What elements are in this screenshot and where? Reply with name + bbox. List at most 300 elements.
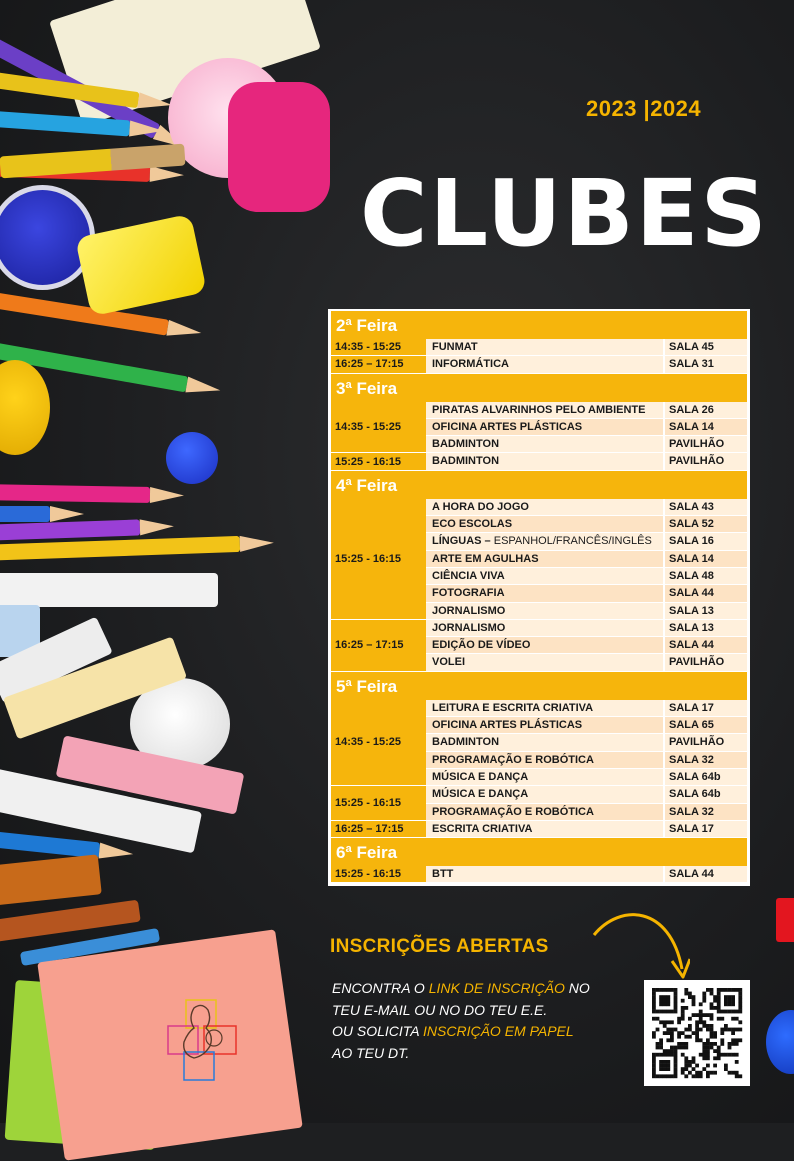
qr-module — [717, 992, 721, 996]
qr-module — [670, 1053, 674, 1057]
qr-module — [710, 988, 714, 992]
qr-module — [710, 1031, 714, 1035]
blue-paint-jar — [0, 185, 95, 290]
qr-module — [684, 1067, 688, 1071]
qr-module — [656, 1042, 660, 1046]
qr-module — [738, 1006, 742, 1010]
qr-module — [688, 1024, 692, 1028]
club-name — [426, 453, 663, 469]
qr-module — [717, 1006, 721, 1010]
club-name — [426, 516, 663, 532]
qr-module — [684, 1064, 688, 1068]
qr-module — [681, 999, 685, 1003]
qr-module — [659, 988, 663, 992]
qr-module — [702, 1053, 706, 1057]
room-name: SALA 44 — [663, 637, 747, 653]
qr-module — [656, 1046, 660, 1050]
qr-module — [692, 1074, 696, 1078]
table-row — [426, 436, 747, 453]
qr-module — [666, 1067, 670, 1071]
qr-module — [702, 1024, 706, 1028]
qr-module — [666, 995, 670, 999]
room-name: SALA 14 — [663, 551, 747, 567]
qr-module — [659, 1010, 663, 1014]
qr-module — [713, 1006, 717, 1010]
qr-module — [731, 1028, 735, 1032]
day-header: 3ª Feira — [331, 374, 747, 402]
club-name — [426, 419, 663, 435]
qr-module — [688, 1060, 692, 1064]
qr-module — [663, 1067, 667, 1071]
qr-module — [674, 1028, 678, 1032]
club-name-text: MÚSICA E DANÇA — [432, 788, 529, 801]
qr-module — [674, 1056, 678, 1060]
club-name — [426, 654, 663, 670]
qr-module — [731, 1017, 735, 1021]
room-name: SALA 17 — [663, 700, 747, 716]
qr-module — [731, 1002, 735, 1006]
qr-module — [706, 988, 710, 992]
qr-module — [717, 1010, 721, 1014]
qr-module — [688, 992, 692, 996]
club-name-text: BTT — [432, 868, 454, 881]
qr-module — [692, 1013, 696, 1017]
table-row — [426, 419, 747, 436]
qr-module — [670, 988, 674, 992]
qr-module — [656, 988, 660, 992]
qr-module — [702, 1056, 706, 1060]
qr-module — [659, 1074, 663, 1078]
qr-module — [674, 1002, 678, 1006]
table-row — [426, 516, 747, 533]
qr-module — [702, 1067, 706, 1071]
qr-module — [659, 1042, 663, 1046]
pencil — [0, 830, 100, 858]
time-slot: 15:25 - 16:15 — [331, 866, 426, 883]
qr-module — [731, 999, 735, 1003]
table-row — [426, 637, 747, 654]
qr-module — [684, 1035, 688, 1039]
qr-module — [735, 1074, 739, 1078]
paper-registration-highlight: INSCRIÇÃO EM PAPEL — [423, 1023, 574, 1039]
qr-module — [728, 1046, 732, 1050]
qr-module — [702, 1013, 706, 1017]
club-name — [426, 356, 663, 372]
qr-module — [728, 1002, 732, 1006]
qr-module — [681, 1017, 685, 1021]
qr-module — [695, 1064, 699, 1068]
room-name: SALA 64b — [663, 769, 747, 785]
pencil — [0, 536, 240, 561]
club-name — [426, 786, 663, 802]
room-name: PAVILHÃO — [663, 453, 747, 469]
qr-module — [674, 1067, 678, 1071]
inscriptions-line-1 — [332, 978, 628, 1000]
qr-module — [670, 1010, 674, 1014]
qr-module — [713, 1056, 717, 1060]
text-span: NO — [564, 980, 590, 996]
table-row — [426, 717, 747, 734]
qr-module — [702, 1049, 706, 1053]
qr-module — [720, 1010, 724, 1014]
qr-module — [724, 1002, 728, 1006]
qr-module — [735, 1010, 739, 1014]
table-row — [426, 603, 747, 620]
qr-module — [717, 999, 721, 1003]
qr-module — [713, 1049, 717, 1053]
table-row — [426, 734, 747, 751]
qr-module — [731, 1042, 735, 1046]
qr-module — [663, 1024, 667, 1028]
qr-module — [710, 992, 714, 996]
qr-module — [710, 1035, 714, 1039]
club-name-text: OFICINA ARTES PLÁSTICAS — [432, 420, 583, 433]
club-name — [426, 769, 663, 785]
time-block — [331, 339, 747, 356]
qr-module — [710, 1042, 714, 1046]
qr-module — [735, 1060, 739, 1064]
qr-module — [720, 1038, 724, 1042]
club-name-text: CIÊNCIA VIVA — [432, 569, 505, 582]
club-name — [426, 585, 663, 601]
qr-module — [684, 1006, 688, 1010]
club-name-text: OFICINA ARTES PLÁSTICAS — [432, 719, 583, 732]
club-name-text: LEITURA E ESCRITA CRIATIVA — [432, 701, 594, 714]
qr-module — [666, 1028, 670, 1032]
qr-module — [674, 1010, 678, 1014]
club-name — [426, 866, 663, 882]
qr-module — [695, 1024, 699, 1028]
page-title: CLUBES — [360, 160, 769, 267]
table-row — [426, 654, 747, 671]
qr-module — [674, 1064, 678, 1068]
qr-module — [699, 1013, 703, 1017]
clubs-schedule-table — [328, 309, 750, 886]
qr-module — [652, 1064, 656, 1068]
qr-module — [677, 1042, 681, 1046]
room-name: SALA 32 — [663, 752, 747, 768]
qr-module — [735, 988, 739, 992]
qr-module — [684, 992, 688, 996]
qr-module — [670, 1074, 674, 1078]
table-row — [426, 533, 747, 550]
club-name-text: PIRATAS ALVARINHOS PELO AMBIENTE — [432, 403, 646, 416]
qr-module — [717, 1053, 721, 1057]
qr-module — [652, 1006, 656, 1010]
table-row — [426, 804, 747, 821]
qr-module — [699, 1002, 703, 1006]
qr-module — [731, 988, 735, 992]
club-name — [426, 551, 663, 567]
room-name: SALA 44 — [663, 866, 747, 882]
qr-module — [695, 1013, 699, 1017]
qr-module — [656, 1053, 660, 1057]
day-header: 6ª Feira — [331, 838, 747, 866]
qr-module — [720, 1042, 724, 1046]
club-name-text: ARTE EM AGULHAS — [432, 552, 539, 565]
qr-module — [728, 1028, 732, 1032]
qr-module — [728, 1071, 732, 1075]
room-name: SALA 44 — [663, 585, 747, 601]
qr-module — [692, 1056, 696, 1060]
qr-module — [674, 1074, 678, 1078]
club-name-text: ECO ESCOLAS — [432, 518, 513, 531]
qr-module — [656, 1074, 660, 1078]
qr-module — [695, 1031, 699, 1035]
qr-module — [710, 1006, 714, 1010]
room-name: SALA 52 — [663, 516, 747, 532]
qr-module — [681, 1042, 685, 1046]
qr-module — [728, 995, 732, 999]
club-name — [426, 402, 663, 418]
qr-module — [666, 1064, 670, 1068]
qr-module — [692, 1060, 696, 1064]
qr-module — [702, 999, 706, 1003]
club-name-text: BADMINTON — [432, 455, 500, 468]
qr-module — [663, 1020, 667, 1024]
qr-module — [695, 1074, 699, 1078]
inscriptions-line-4: AO TEU DT. — [332, 1044, 410, 1061]
qr-module — [706, 1056, 710, 1060]
qr-module — [652, 992, 656, 996]
table-row — [426, 769, 747, 786]
qr-module — [724, 1064, 728, 1068]
white-chalk — [0, 573, 218, 607]
qr-module — [688, 1071, 692, 1075]
qr-module — [659, 1038, 663, 1042]
qr-module — [695, 1028, 699, 1032]
qr-module — [738, 1002, 742, 1006]
qr-module — [677, 1046, 681, 1050]
inscriptions-text — [332, 978, 628, 1064]
qr-module — [684, 1056, 688, 1060]
qr-module — [699, 1028, 703, 1032]
qr-module — [674, 1046, 678, 1050]
registration-link-highlight: LINK DE INSCRIÇÃO — [428, 980, 565, 996]
qr-code-icon[interactable] — [644, 980, 750, 1086]
qr-module — [652, 1060, 656, 1064]
qr-module — [681, 1053, 685, 1057]
qr-module — [699, 1053, 703, 1057]
qr-module — [706, 1046, 710, 1050]
qr-module — [706, 1071, 710, 1075]
qr-module — [720, 1053, 724, 1057]
qr-module — [706, 1028, 710, 1032]
text-span: ENCONTRA O — [332, 980, 429, 996]
qr-module — [706, 1074, 710, 1078]
qr-module — [663, 1060, 667, 1064]
qr-module — [659, 1020, 663, 1024]
qr-module — [713, 995, 717, 999]
qr-module — [699, 1020, 703, 1024]
qr-module — [670, 1049, 674, 1053]
qr-module — [652, 995, 656, 999]
club-name-text: ESCRITA CRIATIVA — [432, 822, 533, 835]
inscriptions-title: INSCRIÇÕES ABERTAS — [330, 936, 549, 957]
inscriptions-line-2: TEU E-MAIL OU NO DO TEU E.E. — [332, 1001, 548, 1018]
qr-module — [666, 999, 670, 1003]
qr-module — [699, 1074, 703, 1078]
qr-module — [717, 995, 721, 999]
qr-module — [717, 1049, 721, 1053]
qr-module — [688, 995, 692, 999]
qr-module — [695, 1071, 699, 1075]
qr-module — [666, 988, 670, 992]
time-block — [331, 866, 747, 883]
room-name: SALA 45 — [663, 339, 747, 355]
qr-module — [731, 1071, 735, 1075]
qr-module — [738, 995, 742, 999]
qr-module — [738, 1020, 742, 1024]
qr-module — [674, 999, 678, 1003]
qr-module — [724, 1067, 728, 1071]
qr-module — [684, 1074, 688, 1078]
table-row — [426, 453, 747, 470]
pencil — [0, 519, 140, 541]
qr-module — [666, 1053, 670, 1057]
table-row — [426, 356, 747, 373]
qr-module — [731, 1053, 735, 1057]
qr-module — [720, 1031, 724, 1035]
qr-module — [652, 1074, 656, 1078]
qr-module — [666, 1060, 670, 1064]
qr-module — [666, 1002, 670, 1006]
qr-module — [652, 1017, 656, 1021]
club-name — [426, 499, 663, 515]
club-name-text: VOLEI — [432, 656, 466, 669]
time-slot: 16:25 – 17:15 — [331, 356, 426, 373]
club-name — [426, 752, 663, 768]
qr-module — [731, 995, 735, 999]
time-slot: 14:35 - 15:25 — [331, 402, 426, 454]
qr-module — [659, 1002, 663, 1006]
qr-module — [735, 1038, 739, 1042]
club-name — [426, 734, 663, 750]
time-slot: 15:25 - 16:15 — [331, 453, 426, 470]
table-row — [426, 402, 747, 419]
qr-module — [670, 1038, 674, 1042]
table-row — [426, 700, 747, 717]
qr-module — [735, 1028, 739, 1032]
club-name — [426, 533, 663, 549]
qr-module — [717, 988, 721, 992]
club-name — [426, 717, 663, 733]
qr-module — [706, 1042, 710, 1046]
qr-module — [699, 1010, 703, 1014]
room-name: SALA 64b — [663, 786, 747, 802]
qr-module — [681, 1067, 685, 1071]
club-name-text: JORNALISMO — [432, 604, 506, 617]
club-name-text: LÍNGUAS – — [432, 535, 494, 548]
qr-module — [656, 1010, 660, 1014]
room-name: SALA 17 — [663, 821, 747, 837]
qr-module — [710, 1013, 714, 1017]
club-name — [426, 804, 663, 820]
qr-module — [724, 999, 728, 1003]
room-name: SALA 14 — [663, 419, 747, 435]
qr-module — [713, 999, 717, 1003]
qr-module — [677, 1017, 681, 1021]
flower-punch-base — [228, 82, 330, 212]
qr-module — [688, 1028, 692, 1032]
qr-module — [688, 1064, 692, 1068]
pencil — [0, 484, 150, 503]
club-name-text: PROGRAMAÇÃO E ROBÓTICA — [432, 753, 594, 766]
qr-module — [699, 1017, 703, 1021]
qr-module — [735, 1053, 739, 1057]
qr-module — [677, 1020, 681, 1024]
qr-module — [663, 1010, 667, 1014]
qr-module — [659, 1064, 663, 1068]
club-name-text: JORNALISMO — [432, 621, 506, 634]
qr-module — [652, 1067, 656, 1071]
qr-module — [674, 1071, 678, 1075]
qr-module — [670, 1031, 674, 1035]
qr-module — [681, 1013, 685, 1017]
qr-module — [666, 1038, 670, 1042]
qr-module — [659, 999, 663, 1003]
qr-module — [728, 1010, 732, 1014]
qr-module — [702, 1020, 706, 1024]
qr-module — [710, 1028, 714, 1032]
day-header: 4ª Feira — [331, 471, 747, 499]
qr-module — [659, 1046, 663, 1050]
qr-module — [738, 1074, 742, 1078]
qr-module — [731, 1010, 735, 1014]
qr-module — [738, 992, 742, 996]
table-row — [426, 752, 747, 769]
day-header: 2ª Feira — [331, 311, 747, 339]
club-name-text: INFORMÁTICA — [432, 358, 509, 371]
qr-module — [666, 1010, 670, 1014]
qr-module — [724, 988, 728, 992]
qr-module — [706, 1049, 710, 1053]
qr-module — [684, 1028, 688, 1032]
time-block — [331, 453, 747, 470]
time-block — [331, 402, 747, 454]
qr-module — [663, 988, 667, 992]
qr-module — [663, 1074, 667, 1078]
qr-module — [659, 1060, 663, 1064]
table-row — [426, 620, 747, 637]
qr-module — [681, 1071, 685, 1075]
qr-module — [738, 999, 742, 1003]
qr-module — [652, 1035, 656, 1039]
qr-module — [674, 1053, 678, 1057]
qr-module — [717, 1017, 721, 1021]
club-name-text: BADMINTON — [432, 736, 500, 749]
time-block — [331, 700, 747, 786]
qr-module — [728, 1053, 732, 1057]
qr-module — [670, 1035, 674, 1039]
qr-module — [656, 1028, 660, 1032]
room-name: SALA 16 — [663, 533, 747, 549]
qr-module — [735, 1017, 739, 1021]
qr-module — [663, 999, 667, 1003]
qr-module — [717, 1002, 721, 1006]
inscriptions-line-3 — [332, 1021, 628, 1043]
qr-module — [652, 1056, 656, 1060]
qr-module — [652, 1071, 656, 1075]
table-row — [426, 821, 747, 838]
time-slot: 16:25 – 17:15 — [331, 821, 426, 838]
qr-module — [674, 995, 678, 999]
qr-module — [692, 1067, 696, 1071]
qr-module — [674, 1060, 678, 1064]
room-name: SALA 26 — [663, 402, 747, 418]
qr-module — [702, 995, 706, 999]
qr-module — [666, 1031, 670, 1035]
